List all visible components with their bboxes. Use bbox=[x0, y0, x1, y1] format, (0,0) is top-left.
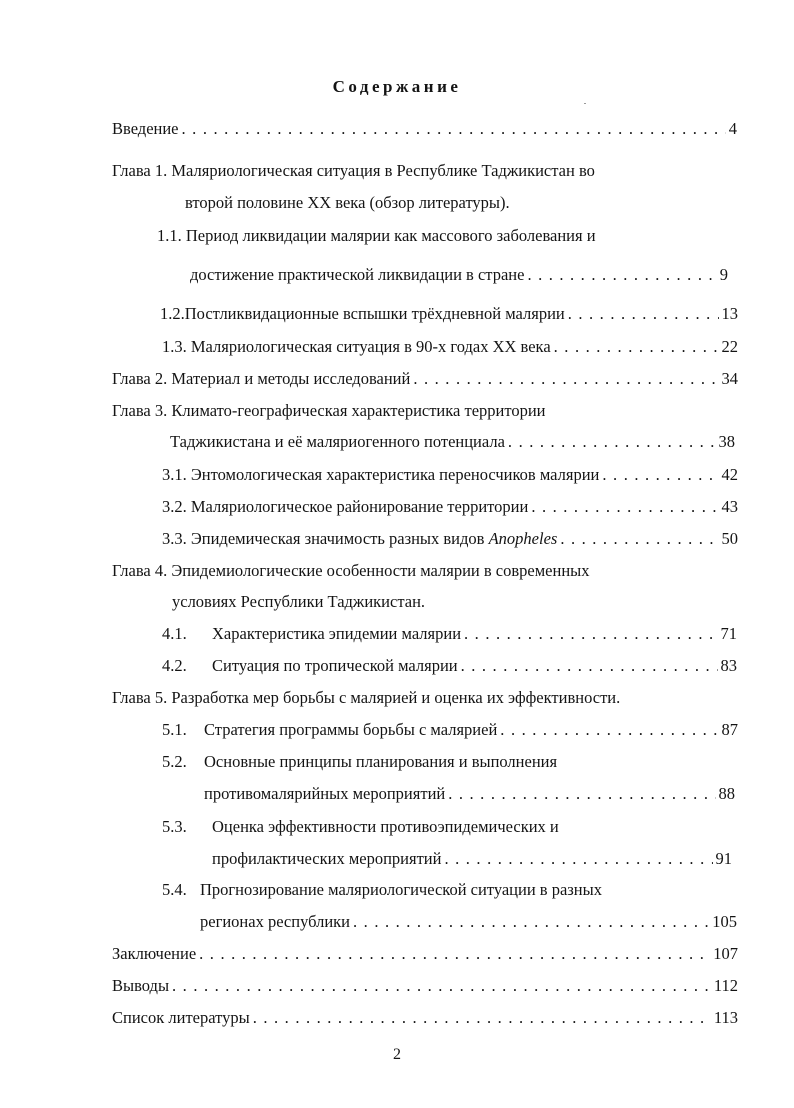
toc-leader-dots bbox=[500, 718, 718, 742]
toc-page-number: 42 bbox=[721, 465, 738, 484]
toc-section-5-4[interactable] bbox=[162, 878, 602, 902]
toc-page-number: 22 bbox=[721, 337, 738, 356]
toc-entry-title: Глава 2. Материал и методы исследований bbox=[112, 369, 411, 388]
toc-leader-dots bbox=[602, 463, 718, 487]
toc-entry-text: Характеристика эпидемии малярии bbox=[212, 624, 462, 643]
toc-page-number: 34 bbox=[721, 369, 738, 388]
toc-section-3-2[interactable] bbox=[162, 495, 738, 519]
toc-entry-text: Стратегия программы борьбы с малярией bbox=[204, 720, 498, 739]
page-number: 2 bbox=[393, 1046, 401, 1063]
toc-entry-findings[interactable] bbox=[112, 974, 738, 998]
toc-chapter-3[interactable] bbox=[112, 399, 546, 423]
toc-section-1-3[interactable] bbox=[162, 335, 738, 359]
toc-leader-dots bbox=[448, 782, 715, 806]
toc-page-number: 71 bbox=[720, 624, 737, 643]
toc-entry-title bbox=[162, 654, 458, 678]
toc-section-5-3-cont[interactable] bbox=[212, 847, 732, 871]
section-number: 4.2. bbox=[162, 656, 187, 675]
toc-entry-text: Ситуация по тропической малярии bbox=[212, 656, 458, 675]
toc-entry-title: Список литературы bbox=[112, 1008, 250, 1027]
toc-entry-intro[interactable] bbox=[112, 117, 737, 141]
toc-section-5-4-cont[interactable] bbox=[200, 910, 737, 934]
toc-chapter-1[interactable] bbox=[112, 159, 595, 183]
toc-entry-conclusion[interactable] bbox=[112, 942, 738, 966]
toc-entry-title: 1.3. Маляриологическая ситуация в 90-х годах XX века bbox=[162, 337, 551, 356]
section-number: 5.4. bbox=[162, 880, 187, 899]
toc-entry-title: 1.2.Постликвидационные вспышки трёхдневной малярии bbox=[160, 304, 565, 323]
toc-entry-title: Таджикистана и её маляриогенного потенциала bbox=[170, 432, 505, 451]
toc-leader-dots bbox=[182, 117, 726, 141]
page-title: Содержание bbox=[332, 77, 462, 96]
toc-entry-title: Глава 4. Эпидемиологические особенности малярии в современных bbox=[112, 561, 590, 580]
toc-page-number: 105 bbox=[712, 912, 737, 931]
toc-entry-title bbox=[162, 622, 461, 646]
toc-leader-dots bbox=[253, 1006, 711, 1030]
toc-section-5-3[interactable] bbox=[162, 815, 559, 839]
toc-leader-dots bbox=[413, 367, 718, 391]
toc-entry-title: условиях Республики Таджикистан. bbox=[172, 592, 426, 611]
section-number: 4.1. bbox=[162, 624, 187, 643]
toc-chapter-3-cont[interactable] bbox=[170, 430, 735, 454]
toc-entry-title: Глава 1. Маляриологическая ситуация в Республике Таджикистан во bbox=[112, 161, 595, 180]
toc-page-number: 38 bbox=[718, 432, 735, 451]
toc-section-3-1[interactable] bbox=[162, 463, 738, 487]
toc-page-number: 112 bbox=[713, 976, 738, 995]
toc-entry-title bbox=[162, 527, 557, 551]
toc-section-5-1[interactable] bbox=[162, 718, 738, 742]
toc-chapter-4-cont[interactable] bbox=[172, 590, 425, 614]
section-number: 5.1. bbox=[162, 720, 187, 739]
toc-leader-dots bbox=[560, 527, 718, 551]
toc-page-number: 113 bbox=[713, 1008, 738, 1027]
toc-section-1-2[interactable] bbox=[160, 302, 738, 326]
toc-entry-title: 3.2. Маляриологическое районирование территории bbox=[162, 497, 529, 516]
toc-entry-title: Заключение bbox=[112, 944, 197, 963]
toc-leader-dots bbox=[353, 910, 709, 934]
toc-entry-title bbox=[162, 878, 602, 902]
toc-entry-text: Прогнозирование маляриологической ситуации в разных bbox=[200, 880, 602, 899]
scan-speck bbox=[584, 103, 586, 104]
toc-entry-title: 3.1. Энтомологическая характеристика переносчиков малярии bbox=[162, 465, 600, 484]
toc-entry-title bbox=[162, 815, 559, 839]
toc-section-4-1[interactable] bbox=[162, 622, 737, 646]
species-name: Anopheles bbox=[488, 529, 558, 548]
toc-page-number: 107 bbox=[713, 944, 738, 963]
toc-entry-title: Глава 3. Климато-географическая характеристика территории bbox=[112, 401, 546, 420]
toc-chapter-2[interactable] bbox=[112, 367, 738, 391]
toc-page-number: 91 bbox=[715, 849, 732, 868]
toc-leader-dots bbox=[527, 263, 716, 287]
toc-entry-text: Оценка эффективности противоэпидемических и bbox=[212, 817, 559, 836]
toc-entry-title: достижение практической ликвидации в стране bbox=[190, 265, 525, 284]
toc-page-number: 87 bbox=[721, 720, 738, 739]
toc-leader-dots bbox=[464, 622, 717, 646]
toc-chapter-1-cont[interactable] bbox=[185, 191, 510, 215]
toc-entry-title: профилактических мероприятий bbox=[212, 849, 442, 868]
toc-leader-dots bbox=[199, 942, 710, 966]
toc-entry-title: Выводы bbox=[112, 976, 170, 995]
toc-page-number: 88 bbox=[718, 784, 735, 803]
toc-page-number: 13 bbox=[721, 304, 738, 323]
toc-entry-title bbox=[162, 718, 497, 742]
toc-section-4-2[interactable] bbox=[162, 654, 737, 678]
toc-entry-references[interactable] bbox=[112, 1006, 738, 1030]
toc-entry-title: регионах республики bbox=[200, 912, 351, 931]
toc-leader-dots bbox=[554, 335, 719, 359]
toc-leader-dots bbox=[508, 430, 716, 454]
toc-entry-title bbox=[162, 750, 557, 774]
toc-chapter-4[interactable] bbox=[112, 559, 590, 583]
toc-entry-text: Основные принципы планирования и выполнения bbox=[204, 752, 558, 771]
toc-section-3-3[interactable] bbox=[162, 527, 738, 551]
section-number: 5.3. bbox=[162, 817, 187, 836]
toc-section-5-2-cont[interactable] bbox=[204, 782, 735, 806]
toc-page-number: 43 bbox=[721, 497, 738, 516]
toc-leader-dots bbox=[444, 847, 712, 871]
toc-section-1-1-cont[interactable] bbox=[190, 263, 728, 287]
toc-page-number: 50 bbox=[721, 529, 738, 548]
toc-entry-title: Глава 5. Разработка мер борьбы с малярией и оценка их эффективности. bbox=[112, 688, 621, 707]
toc-page-number: 9 bbox=[719, 265, 728, 284]
toc-leader-dots bbox=[461, 654, 718, 678]
toc-page-number: 83 bbox=[720, 656, 737, 675]
toc-entry-title: второй половине XX века (обзор литературы). bbox=[185, 193, 510, 212]
toc-entry-title: Введение bbox=[112, 119, 179, 138]
toc-leader-dots bbox=[531, 495, 718, 519]
toc-leader-dots bbox=[568, 302, 719, 326]
toc-entry-title: 1.1. Период ликвидации малярии как массового заболевания и bbox=[157, 226, 596, 245]
toc-chapter-5[interactable] bbox=[112, 686, 620, 710]
toc-section-5-2[interactable] bbox=[162, 750, 557, 774]
toc-entry-text: 3.3. Эпидемическая значимость разных видов bbox=[162, 529, 485, 548]
toc-leader-dots bbox=[172, 974, 711, 998]
section-number: 5.2. bbox=[162, 752, 187, 771]
toc-section-1-1[interactable] bbox=[157, 224, 596, 248]
toc-page-number: 4 bbox=[728, 119, 737, 138]
toc-entry-title: противомалярийных мероприятий bbox=[204, 784, 446, 803]
